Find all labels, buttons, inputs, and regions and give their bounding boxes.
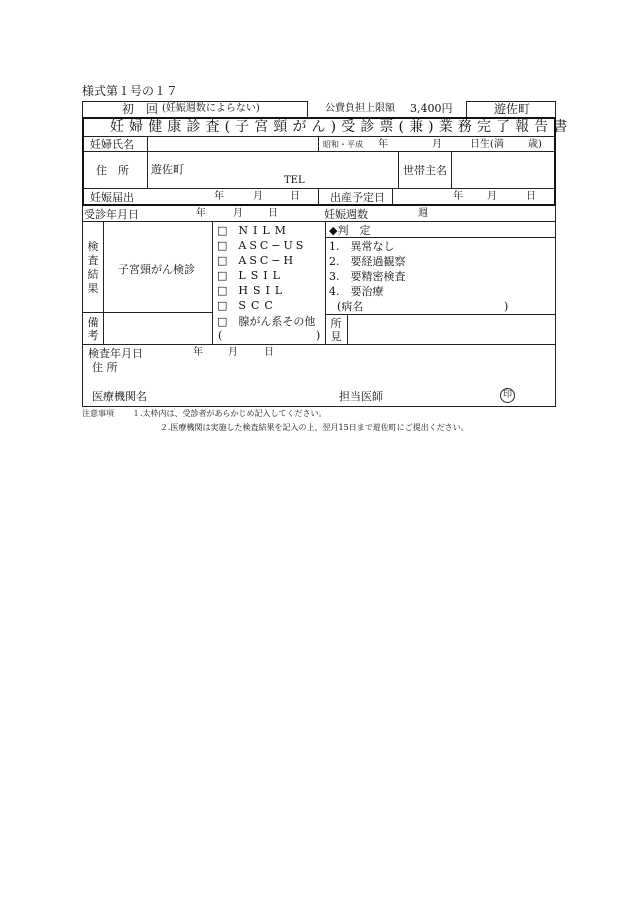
- notification-label: 妊娠届出: [90, 191, 134, 204]
- exam-year: 年: [193, 347, 203, 358]
- doctor-label: 担当医師: [339, 390, 383, 403]
- exam-day: 日: [264, 347, 274, 358]
- option-nilm-checkbox[interactable]: □ NILM: [217, 224, 291, 237]
- option-lsil-checkbox[interactable]: □ LSIL: [217, 269, 285, 282]
- exam-date-label: 検査年月日: [88, 347, 143, 360]
- name-label: 妊婦氏名: [90, 138, 134, 151]
- notification-month: 月: [253, 191, 263, 202]
- test-name: 子宮頸がん検診: [118, 263, 195, 276]
- result-label: 検査結果: [87, 240, 99, 295]
- disease-close: ): [504, 300, 509, 313]
- household-label: 世帯主名: [403, 164, 447, 177]
- birth-day: 日生(満: [470, 139, 504, 150]
- birth-year: 年: [378, 139, 388, 150]
- clinic-address-label: 住 所: [92, 361, 118, 374]
- visit-date-label: 受診年月日: [84, 208, 139, 221]
- address-label: 住 所: [96, 164, 129, 177]
- judgment-1: 1. 異常なし: [329, 240, 395, 253]
- option-hsil-checkbox[interactable]: □ HSIL: [217, 284, 288, 297]
- birth-month: 月: [432, 139, 442, 150]
- notes-label: 注意事項: [82, 409, 114, 418]
- notification-year: 年: [214, 191, 224, 202]
- seal-mark: 印: [500, 388, 515, 403]
- institution-label: 医療機関名: [92, 390, 147, 403]
- due-year: 年: [453, 191, 463, 202]
- note-1: １.太枠内は、受診者があらかじめ記入してください。: [132, 409, 327, 418]
- other-paren-open: (: [218, 329, 223, 342]
- remarks-label: 備考: [87, 316, 99, 342]
- cost-amount: 3,400円: [410, 102, 453, 115]
- judgment-label: ◆判 定: [329, 224, 371, 237]
- judgment-3: 3. 要精密検査: [329, 270, 406, 283]
- visit-label: 初 回: [122, 102, 159, 116]
- tel-label: TEL: [284, 175, 305, 186]
- era-label: 昭和・平成: [323, 140, 363, 149]
- age-unit: 歳): [528, 139, 542, 150]
- form-number: 様式第１号の１７: [82, 84, 179, 98]
- form-title: 妊婦健康診査(子宮頸がん)受診票(兼)業務完了報告書: [110, 119, 573, 135]
- notification-day: 日: [290, 191, 300, 202]
- option-asc-h-checkbox[interactable]: □ ASC−H: [217, 254, 297, 267]
- visit-year: 年: [196, 208, 206, 219]
- disease-open: (病名: [337, 300, 364, 313]
- cost-label: 公費負担上限額: [325, 103, 395, 114]
- due-day: 日: [526, 191, 536, 202]
- due-month: 月: [487, 191, 497, 202]
- option-adenocarcinoma-checkbox[interactable]: □ 腺がん系その他: [217, 315, 316, 328]
- address-value: 遊佐町: [151, 163, 184, 176]
- weeks-unit: 週: [418, 208, 428, 219]
- town-label: 遊佐町: [494, 102, 531, 116]
- weeks-label: 妊娠週数: [324, 208, 368, 221]
- visit-month: 月: [233, 208, 243, 219]
- judgment-2: 2. 要経過観察: [329, 255, 406, 268]
- exam-month: 月: [228, 347, 238, 358]
- option-asc-us-checkbox[interactable]: □ ASC−US: [217, 239, 307, 252]
- option-scc-checkbox[interactable]: □ SCC: [217, 299, 278, 312]
- findings-label: 所見: [330, 317, 342, 343]
- due-label: 出産予定日: [330, 191, 385, 204]
- visit-day: 日: [268, 208, 278, 219]
- other-paren-close: ): [316, 329, 321, 342]
- judgment-4: 4. 要治療: [329, 285, 384, 298]
- note-2: ２.医療機関は実施した検査結果を記入の上、翌月15日まで遊佐町にご提出ください。: [160, 423, 469, 432]
- visit-note: (妊娠週数によらない): [162, 103, 260, 114]
